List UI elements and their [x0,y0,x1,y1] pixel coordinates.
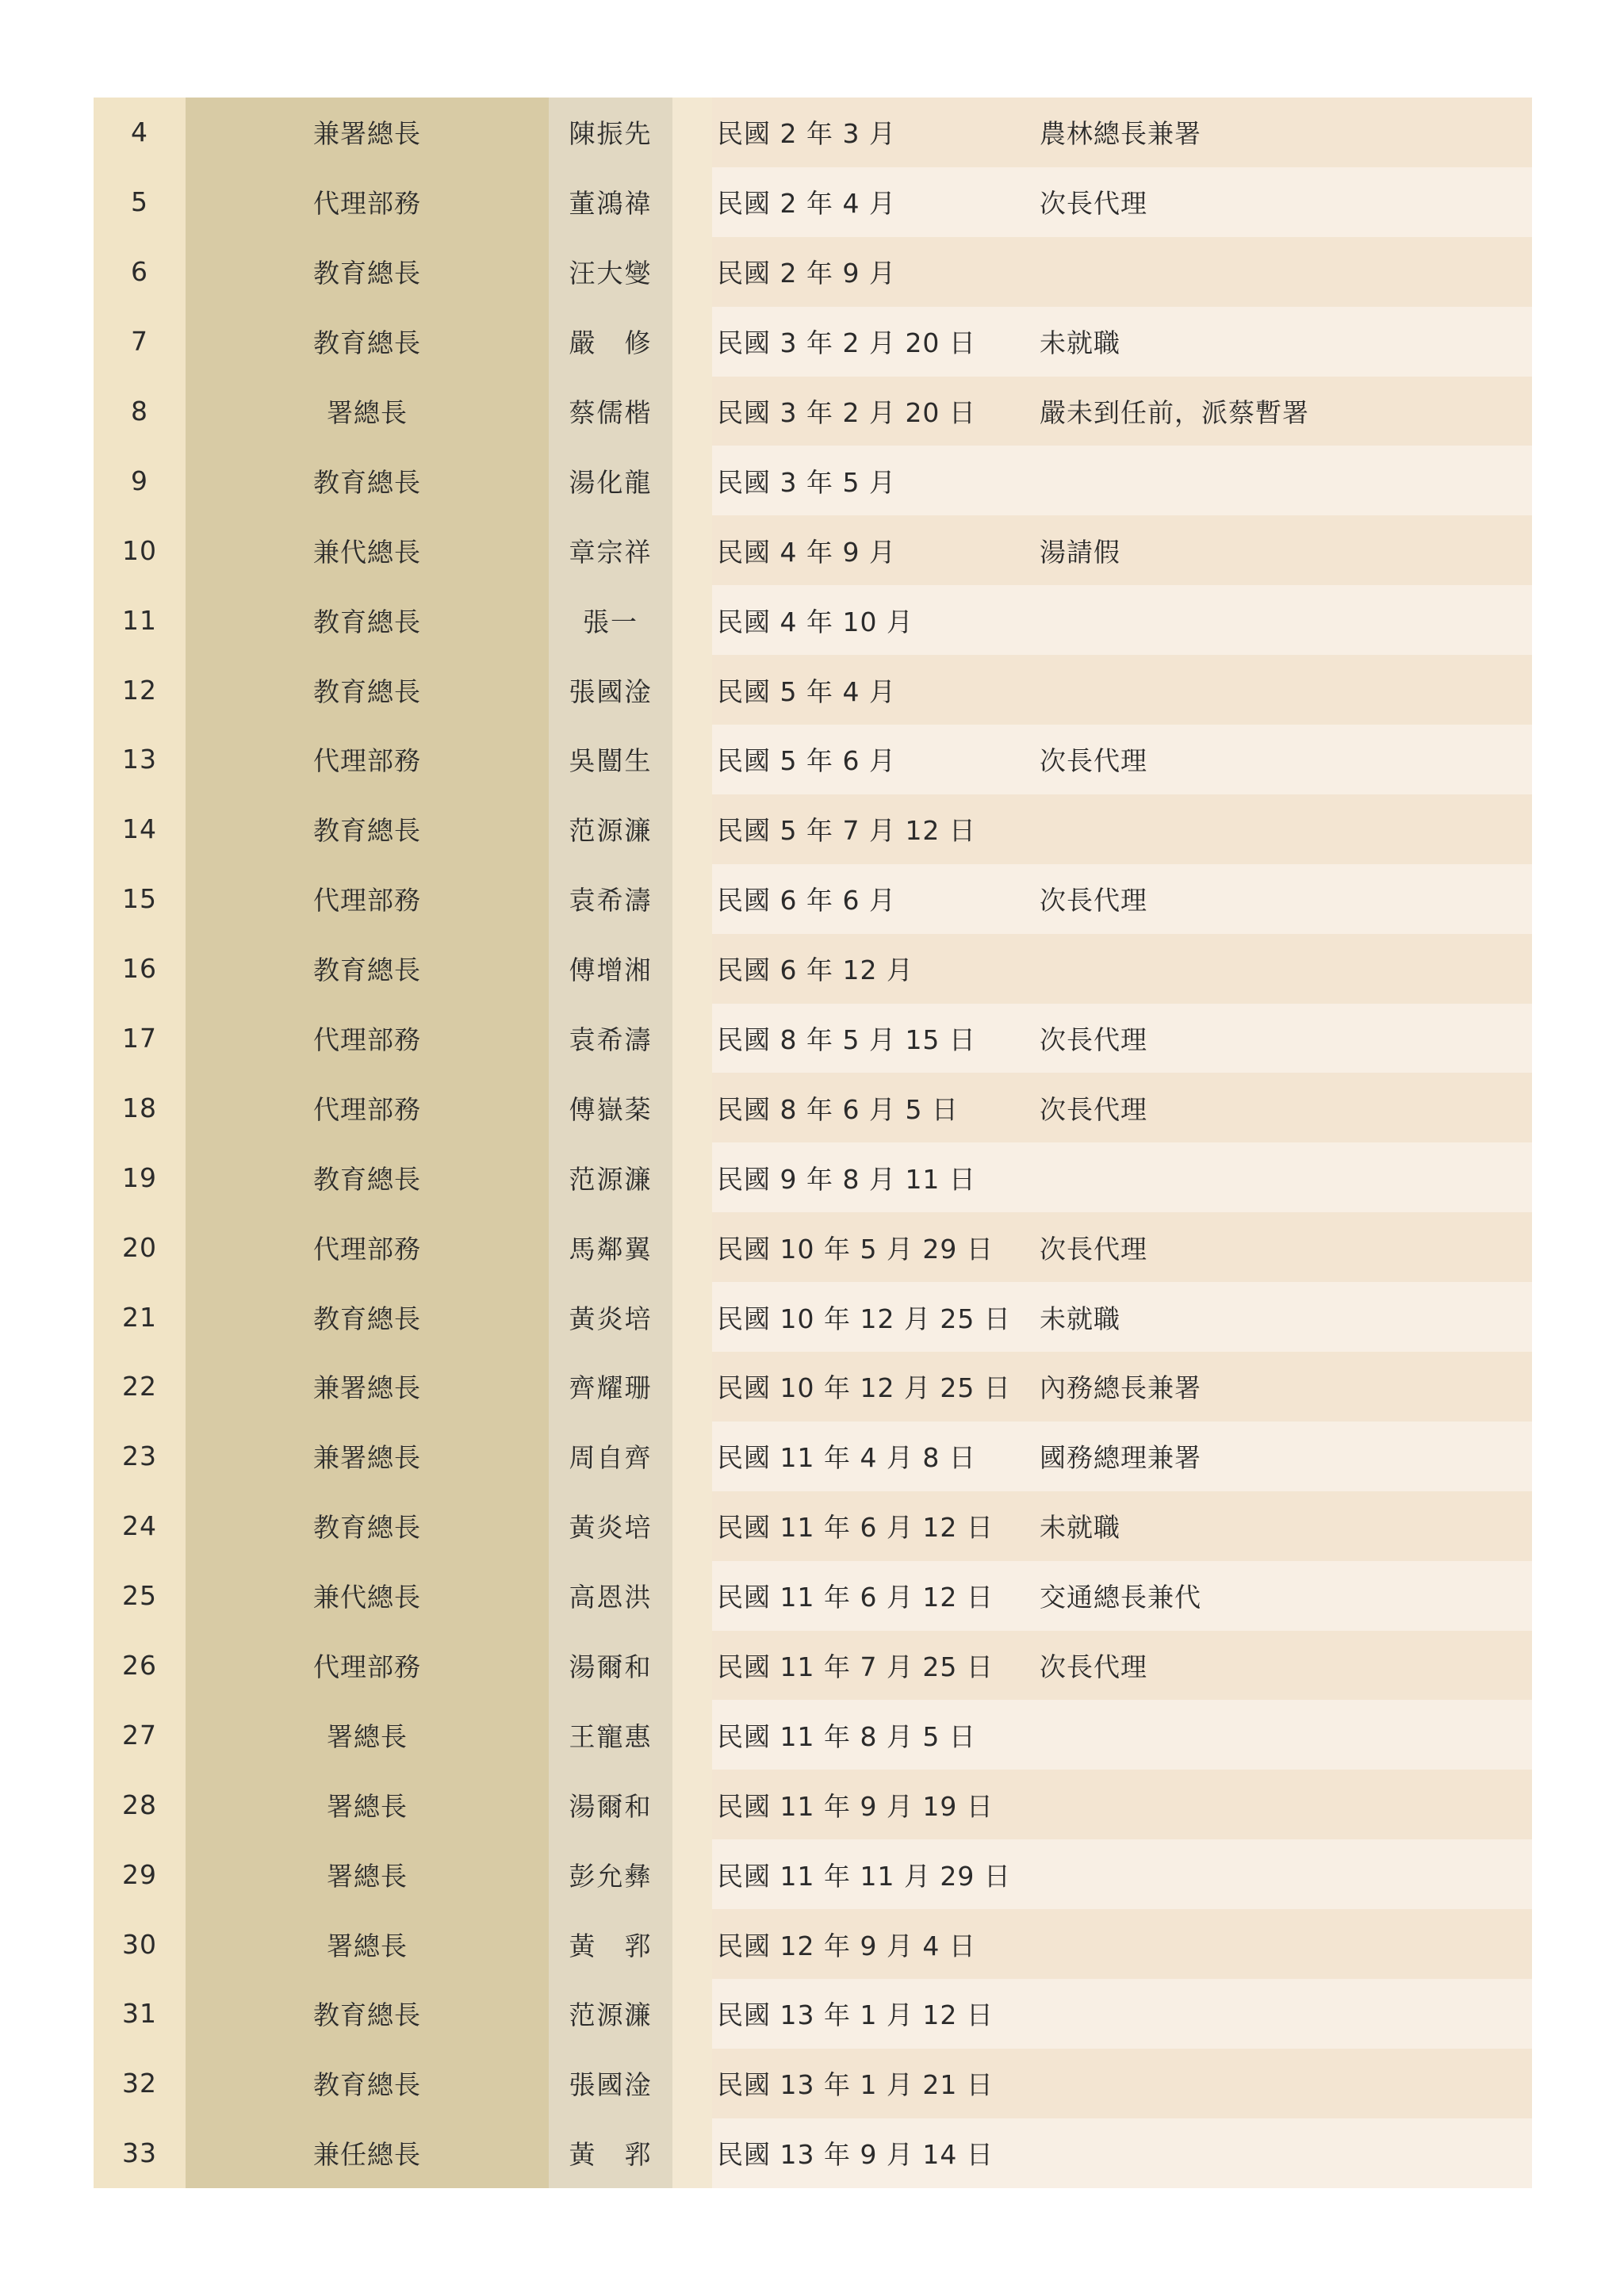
remark: 國務總理兼署 [1040,1422,1532,1491]
appointment-date: 民國 11 年 6 月 12 日 [712,1561,1040,1631]
spacer-column [672,1142,712,1212]
appointment-date: 民國 13 年 1 月 12 日 [712,1979,1040,2049]
position-title: 教育總長 [186,1142,549,1212]
appointment-date: 民國 5 年 7 月 12 日 [712,794,1040,864]
remark: 湯請假 [1040,515,1532,585]
row-number: 16 [94,934,186,1004]
row-number: 20 [94,1212,186,1282]
spacer-column [672,1004,712,1073]
position-title: 署總長 [186,1770,549,1839]
position-title: 教育總長 [186,1491,549,1561]
row-number: 13 [94,725,186,794]
remark [1040,1700,1532,1770]
table-row [94,1212,1532,1282]
table-row [94,2049,1532,2118]
row-number: 12 [94,655,186,725]
appointment-date: 民國 6 年 6 月 [712,864,1040,934]
remark [1040,2118,1532,2188]
appointment-date: 民國 11 年 8 月 5 日 [712,1700,1040,1770]
position-title: 兼代總長 [186,1561,549,1631]
position-title: 教育總長 [186,934,549,1004]
row-number: 32 [94,2049,186,2118]
position-title: 兼署總長 [186,1422,549,1491]
remark [1040,237,1532,307]
position-title: 代理部務 [186,1004,549,1073]
appointment-date: 民國 11 年 11 月 29 日 [712,1839,1040,1909]
appointment-date: 民國 2 年 4 月 [712,167,1040,237]
appointment-date: 民國 8 年 6 月 5 日 [712,1073,1040,1142]
appointment-date: 民國 11 年 4 月 8 日 [712,1422,1040,1491]
person-name: 范源濂 [549,1142,672,1212]
spacer-column [672,377,712,446]
remark: 嚴未到任前，派蔡暫署 [1040,377,1532,446]
row-number: 6 [94,237,186,307]
table-row [94,934,1532,1004]
person-name: 張國淦 [549,2049,672,2118]
spacer-column [672,1352,712,1422]
row-number: 10 [94,515,186,585]
spacer-column [672,1631,712,1701]
appointment-date: 民國 3 年 2 月 20 日 [712,307,1040,377]
position-title: 署總長 [186,1909,549,1979]
table-row [94,2118,1532,2188]
table-row [94,1979,1532,2049]
appointment-date: 民國 13 年 1 月 21 日 [712,2049,1040,2118]
appointment-date: 民國 6 年 12 月 [712,934,1040,1004]
person-name: 張一 [549,585,672,655]
table-row [94,167,1532,237]
remark [1040,1839,1532,1909]
person-name: 吳闓生 [549,725,672,794]
person-name: 張國淦 [549,655,672,725]
spacer-column [672,1839,712,1909]
position-title: 署總長 [186,1839,549,1909]
appointment-date: 民國 2 年 9 月 [712,237,1040,307]
remark [1040,1979,1532,2049]
table-row [94,725,1532,794]
appointment-date: 民國 10 年 5 月 29 日 [712,1212,1040,1282]
person-name: 湯化龍 [549,446,672,515]
person-name: 章宗祥 [549,515,672,585]
table-row [94,1282,1532,1352]
ministers-table [94,98,1532,2188]
person-name: 黃炎培 [549,1491,672,1561]
position-title: 教育總長 [186,655,549,725]
appointment-date: 民國 2 年 3 月 [712,98,1040,167]
appointment-date: 民國 4 年 10 月 [712,585,1040,655]
remark [1040,794,1532,864]
position-title: 教育總長 [186,307,549,377]
table-row [94,515,1532,585]
spacer-column [672,446,712,515]
table-row [94,237,1532,307]
remark: 內務總長兼署 [1040,1352,1532,1422]
remark: 未就職 [1040,307,1532,377]
position-title: 教育總長 [186,1979,549,2049]
row-number: 7 [94,307,186,377]
spacer-column [672,167,712,237]
remark [1040,934,1532,1004]
person-name: 陳振先 [549,98,672,167]
row-number: 19 [94,1142,186,1212]
spacer-column [672,1909,712,1979]
table-row [94,446,1532,515]
person-name: 嚴 修 [549,307,672,377]
row-number: 11 [94,585,186,655]
row-number: 14 [94,794,186,864]
remark: 次長代理 [1040,1631,1532,1701]
remark [1040,2049,1532,2118]
remark: 次長代理 [1040,725,1532,794]
remark [1040,1142,1532,1212]
row-number: 25 [94,1561,186,1631]
person-name: 湯爾和 [549,1770,672,1839]
table-row [94,377,1532,446]
remark: 農林總長兼署 [1040,98,1532,167]
remark: 未就職 [1040,1491,1532,1561]
position-title: 署總長 [186,1700,549,1770]
row-number: 24 [94,1491,186,1561]
table-row [94,98,1532,167]
person-name: 董鴻禕 [549,167,672,237]
table-row [94,1700,1532,1770]
appointment-date: 民國 10 年 12 月 25 日 [712,1352,1040,1422]
remark: 次長代理 [1040,864,1532,934]
appointment-date: 民國 9 年 8 月 11 日 [712,1142,1040,1212]
person-name: 汪大燮 [549,237,672,307]
position-title: 教育總長 [186,2049,549,2118]
spacer-column [672,2118,712,2188]
position-title: 代理部務 [186,725,549,794]
spacer-column [672,237,712,307]
position-title: 教育總長 [186,446,549,515]
table-row [94,585,1532,655]
appointment-date: 民國 12 年 9 月 4 日 [712,1909,1040,1979]
person-name: 傅嶽棻 [549,1073,672,1142]
person-name: 湯爾和 [549,1631,672,1701]
position-title: 教育總長 [186,1282,549,1352]
spacer-column [672,585,712,655]
person-name: 黃 郛 [549,2118,672,2188]
spacer-column [672,307,712,377]
person-name: 蔡儒楷 [549,377,672,446]
row-number: 33 [94,2118,186,2188]
person-name: 范源濂 [549,794,672,864]
spacer-column [672,1282,712,1352]
spacer-column [672,1073,712,1142]
row-number: 8 [94,377,186,446]
position-title: 兼署總長 [186,98,549,167]
position-title: 代理部務 [186,1073,549,1142]
spacer-column [672,794,712,864]
remark: 次長代理 [1040,1073,1532,1142]
row-number: 29 [94,1839,186,1909]
person-name: 馬鄰翼 [549,1212,672,1282]
person-name: 傅增湘 [549,934,672,1004]
table-row [94,655,1532,725]
remark: 次長代理 [1040,1212,1532,1282]
appointment-date: 民國 3 年 5 月 [712,446,1040,515]
spacer-column [672,655,712,725]
person-name: 黃炎培 [549,1282,672,1352]
spacer-column [672,2049,712,2118]
person-name: 黃 郛 [549,1909,672,1979]
row-number: 9 [94,446,186,515]
table-row [94,1491,1532,1561]
remark [1040,585,1532,655]
row-number: 28 [94,1770,186,1839]
position-title: 代理部務 [186,864,549,934]
appointment-date: 民國 11 年 6 月 12 日 [712,1491,1040,1561]
person-name: 周自齊 [549,1422,672,1491]
table-row [94,794,1532,864]
remark [1040,1770,1532,1839]
position-title: 教育總長 [186,237,549,307]
appointment-date: 民國 3 年 2 月 20 日 [712,377,1040,446]
person-name: 袁希濤 [549,1004,672,1073]
appointment-date: 民國 5 年 4 月 [712,655,1040,725]
spacer-column [672,1700,712,1770]
table-row [94,1839,1532,1909]
row-number: 22 [94,1352,186,1422]
row-number: 23 [94,1422,186,1491]
table-row [94,1142,1532,1212]
row-number: 5 [94,167,186,237]
remark: 交通總長兼代 [1040,1561,1532,1631]
position-title: 兼任總長 [186,2118,549,2188]
spacer-column [672,515,712,585]
table-row [94,1631,1532,1701]
person-name: 袁希濤 [549,864,672,934]
table-row [94,1004,1532,1073]
position-title: 兼署總長 [186,1352,549,1422]
position-title: 教育總長 [186,794,549,864]
remark [1040,655,1532,725]
row-number: 30 [94,1909,186,1979]
spacer-column [672,1770,712,1839]
position-title: 代理部務 [186,1631,549,1701]
table-row [94,1909,1532,1979]
appointment-date: 民國 8 年 5 月 15 日 [712,1004,1040,1073]
spacer-column [672,1212,712,1282]
appointment-date: 民國 11 年 7 月 25 日 [712,1631,1040,1701]
spacer-column [672,864,712,934]
row-number: 26 [94,1631,186,1701]
remark: 次長代理 [1040,167,1532,237]
row-number: 21 [94,1282,186,1352]
spacer-column [672,934,712,1004]
remark [1040,1909,1532,1979]
person-name: 范源濂 [549,1979,672,2049]
position-title: 署總長 [186,377,549,446]
appointment-date: 民國 10 年 12 月 25 日 [712,1282,1040,1352]
appointment-date: 民國 13 年 9 月 14 日 [712,2118,1040,2188]
person-name: 齊耀珊 [549,1352,672,1422]
table-row [94,1352,1532,1422]
row-number: 15 [94,864,186,934]
person-name: 王寵惠 [549,1700,672,1770]
row-number: 27 [94,1700,186,1770]
table-row [94,1770,1532,1839]
person-name: 彭允彝 [549,1839,672,1909]
table-row [94,864,1532,934]
position-title: 教育總長 [186,585,549,655]
position-title: 代理部務 [186,1212,549,1282]
table-row [94,307,1532,377]
table-row [94,1073,1532,1142]
row-number: 31 [94,1979,186,2049]
remark: 未就職 [1040,1282,1532,1352]
spacer-column [672,725,712,794]
row-number: 18 [94,1073,186,1142]
remark: 次長代理 [1040,1004,1532,1073]
spacer-column [672,98,712,167]
spacer-column [672,1422,712,1491]
table-row [94,1561,1532,1631]
spacer-column [672,1979,712,2049]
position-title: 兼代總長 [186,515,549,585]
spacer-column [672,1491,712,1561]
appointment-date: 民國 11 年 9 月 19 日 [712,1770,1040,1839]
appointment-date: 民國 4 年 9 月 [712,515,1040,585]
spacer-column [672,1561,712,1631]
row-number: 17 [94,1004,186,1073]
table-row [94,1422,1532,1491]
row-number: 4 [94,98,186,167]
remark [1040,446,1532,515]
appointment-date: 民國 5 年 6 月 [712,725,1040,794]
position-title: 代理部務 [186,167,549,237]
person-name: 高恩洪 [549,1561,672,1631]
